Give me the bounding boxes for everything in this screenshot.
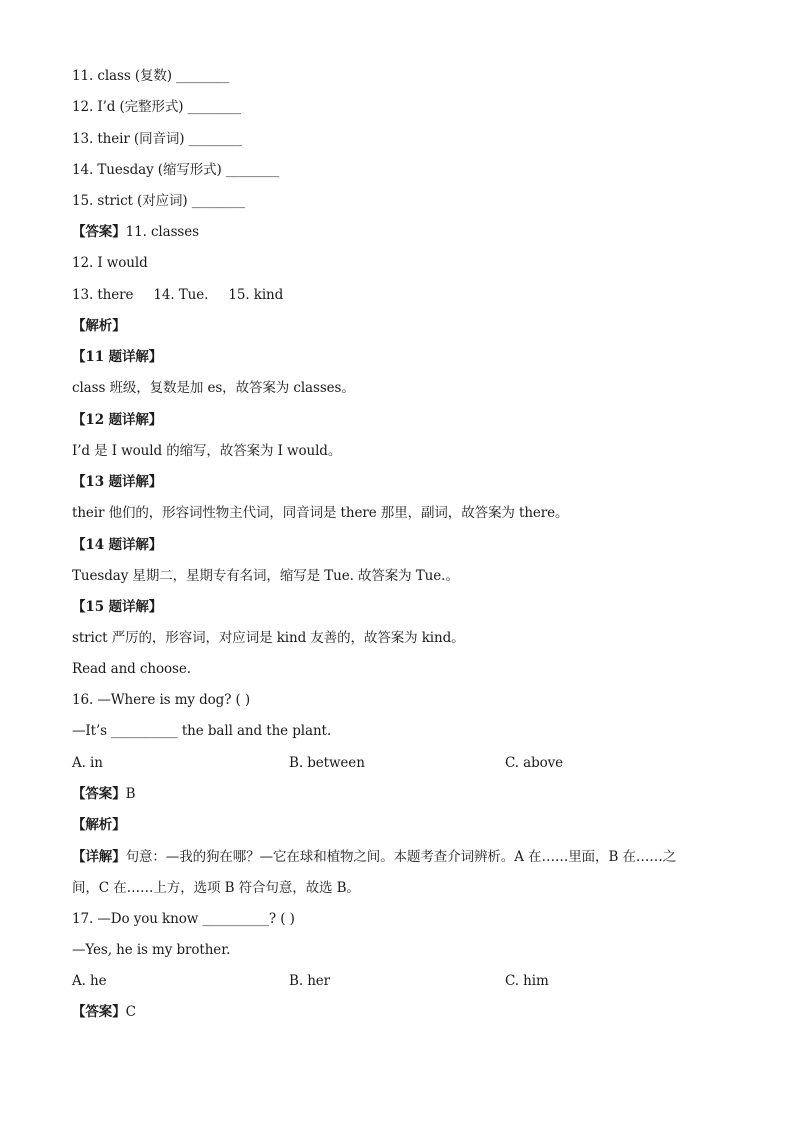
q16-dialog: —It’s __________ the ball and the plant. (72, 723, 332, 739)
answer-13: 13. there (72, 287, 134, 303)
answer-12: 12. I would (72, 255, 148, 271)
q17-answer-line (72, 1003, 136, 1021)
answer-14: 14. Tue. (153, 287, 209, 303)
detail-heading-15: 【15 题详解】 (72, 599, 163, 615)
q17-answer: C (125, 1004, 136, 1020)
q16-answer-label: 【答案】 (72, 786, 126, 802)
answer-line-1 (72, 223, 199, 241)
detail-text-11: class 班级，复数是加 es，故答案为 classes。 (72, 380, 355, 396)
q17-options (72, 972, 732, 990)
fill-item-15: 15. strict (对应词) ________ (72, 193, 245, 209)
q16-answer: B (125, 786, 136, 802)
detail-text-15: strict 严厉的，形容词，对应词是 kind 友善的，故答案为 kind。 (72, 630, 465, 646)
q16-analysis-label: 【解析】 (72, 817, 126, 833)
detail-text-12: I’d 是 I would 的缩写，故答案为 I would。 (72, 443, 342, 459)
fill-item-14: 14. Tuesday (缩写形式) ________ (72, 162, 280, 178)
q16-detail-text-1: 句意：—我的狗在哪？—它在球和植物之间。本题考查介词辨析。A 在……里面，B 在……之 (125, 849, 677, 865)
q16-option-b: B. between (289, 755, 365, 771)
analysis-label: 【解析】 (72, 318, 126, 334)
fill-item-12: 12. I’d (完整形式) ________ (72, 99, 241, 115)
fill-item-11: 11. class (复数) ________ (72, 68, 230, 84)
q17-option-a: A. he (72, 973, 107, 989)
answer-11: 11. classes (125, 224, 199, 240)
q16-question: 16. —Where is my dog? ( ) (72, 692, 251, 708)
detail-heading-14: 【14 题详解】 (72, 537, 163, 553)
q17-answer-label: 【答案】 (72, 1004, 126, 1020)
answer-line-3 (72, 286, 283, 304)
q16-detail-line-1 (72, 848, 676, 866)
detail-heading-12: 【12 题详解】 (72, 412, 163, 428)
detail-text-14: Tuesday 星期二，星期专有名词，缩写是 Tue. 故答案为 Tue.。 (72, 568, 459, 584)
q17-question: 17. —Do you know __________? ( ) (72, 911, 295, 927)
q17-option-c: C. him (505, 973, 549, 989)
q16-option-a: A. in (72, 755, 103, 771)
section-title: Read and choose. (72, 661, 191, 677)
q16-detail-label: 【详解】 (72, 849, 126, 865)
detail-text-13: their 他们的，形容词性物主代词，同音词是 there 那里，副词，故答案为 there。 (72, 505, 569, 521)
answer-15: 15. kind (228, 287, 284, 303)
fill-item-13: 13. their (同音词) ________ (72, 131, 242, 147)
q17-option-b: B. her (289, 973, 331, 989)
q16-detail-line-2: 间，C 在……上方，选项 B 符合句意，故选 B。 (72, 880, 360, 896)
q16-options (72, 754, 732, 772)
detail-heading-13: 【13 题详解】 (72, 474, 163, 490)
q17-dialog: —Yes, he is my brother. (72, 942, 231, 958)
detail-heading-11: 【11 题详解】 (72, 349, 163, 365)
q16-answer-line (72, 785, 135, 803)
q16-option-c: C. above (505, 755, 564, 771)
answer-label: 【答案】 (72, 224, 126, 240)
